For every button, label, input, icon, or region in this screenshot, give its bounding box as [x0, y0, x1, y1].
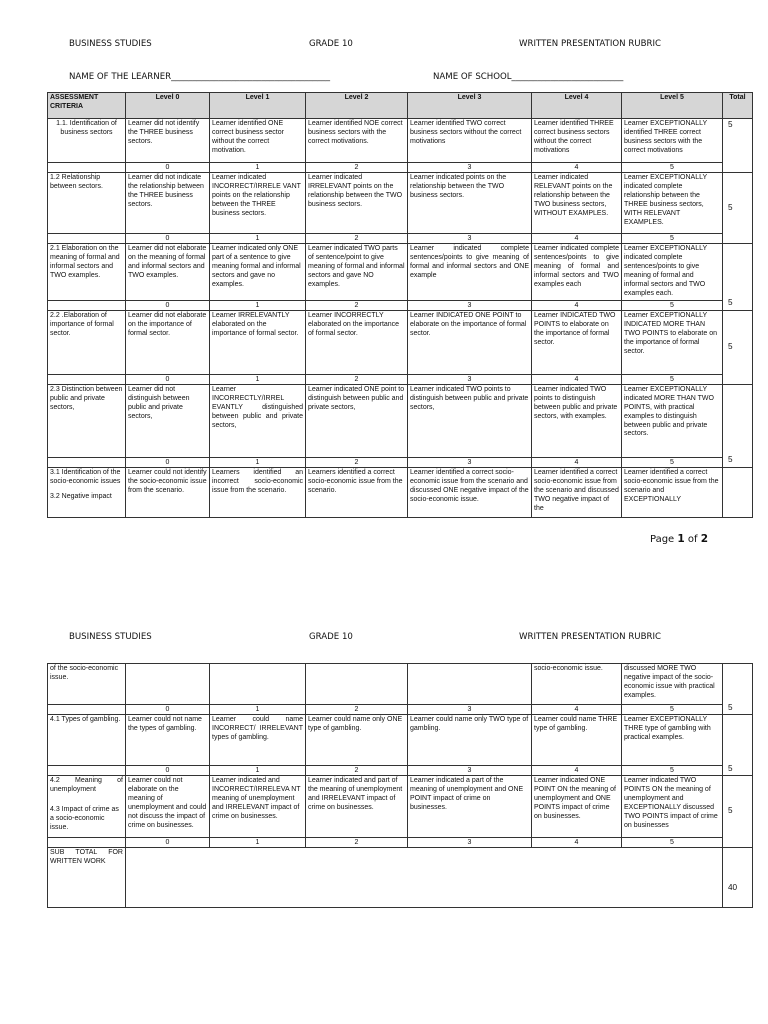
criteria-cell: 2.3 Distinction between public and private sectors, [48, 384, 126, 457]
table-row [48, 776, 753, 838]
level-cell: Learner did not elaborate on the meaning of formal and informal sectors and TWO examples. [126, 244, 210, 301]
score-cell: 2 [306, 705, 408, 715]
level-cell: Learner identified THREE correct business sectors without the correct motivations [532, 119, 622, 163]
level-cell [408, 664, 532, 705]
level-cell: Learner did not elaborate on the importance of formal sector. [126, 310, 210, 374]
page-number: Page 1 of 2 [650, 533, 709, 545]
level-cell [126, 664, 210, 705]
subject-heading: BUSINESS STUDIES [69, 39, 152, 49]
level-cell: Learner did not identify the THREE business sectors. [126, 119, 210, 163]
score-row [48, 163, 753, 173]
score-cell: 4 [532, 838, 622, 848]
criteria-cell [48, 776, 126, 838]
col-header-level3: Level 3 [408, 93, 532, 119]
score-label-cell [48, 766, 126, 776]
level-cell: Learner could name INCORRECT/ IRRELEVANT types of gambling. [210, 715, 306, 766]
subject-heading-page2: BUSINESS STUDIES [69, 632, 152, 642]
score-cell: 2 [306, 234, 408, 244]
score-cell: 1 [210, 705, 306, 715]
score-cell: 1 [210, 234, 306, 244]
score-cell: 3 [408, 766, 532, 776]
level-cell: Learner indicated TWO parts of sentence/point to give meaning of formal and informal sectors and gave NO examples. [306, 244, 408, 301]
score-cell: 4 [532, 163, 622, 173]
table-row [48, 467, 753, 517]
score-cell: 1 [210, 163, 306, 173]
table-row [48, 244, 753, 301]
score-cell: 0 [126, 374, 210, 384]
grade-heading: GRADE 10 [309, 39, 353, 49]
score-row [48, 234, 753, 244]
level-cell: Learner indicated TWO points to distinguish between public and private sectors, with examples. [532, 384, 622, 457]
level-cell: Learner indicated IRRELEVANT points on the relationship between the TWO business sectors. [306, 173, 408, 234]
score-label-cell [48, 300, 126, 310]
total-cell[interactable]: 5 [723, 664, 753, 715]
level-cell: Learner indicated complete sentences/points to give meaning of formal and informal sectors and TWO examples each [532, 244, 622, 301]
score-cell: 5 [622, 300, 723, 310]
level-cell: Learner indicated TWO points to distinguish between public and private sectors, [408, 384, 532, 457]
score-cell: 1 [210, 838, 306, 848]
score-label-cell [48, 838, 126, 848]
total-cell[interactable]: 5 [723, 310, 753, 384]
col-header-level1: Level 1 [210, 93, 306, 119]
page-current: 1 [677, 533, 685, 545]
score-cell: 0 [126, 163, 210, 173]
criteria-cell: 2.1 Elaboration on the meaning of formal and informal sectors and TWO examples. [48, 244, 126, 301]
level-cell: Learner EXCEPTIONALLY THRE type of gambling with practical examples. [622, 715, 723, 766]
subtotal-label: SUB TOTAL FOR WRITTEN WORK [48, 848, 126, 908]
level-cell: Learner could name only ONE type of gambling. [306, 715, 408, 766]
col-header-criteria: ASSESSMENT CRITERIA [48, 93, 126, 119]
table-row [48, 119, 753, 163]
rubric-title-page2: WRITTEN PRESENTATION RUBRIC [519, 632, 662, 642]
level-cell: Learner identified TWO correct business sectors without the correct motivations [408, 119, 532, 163]
score-label-cell [48, 705, 126, 715]
score-cell: 5 [622, 457, 723, 467]
rubric-title: WRITTEN PRESENTATION RUBRIC [519, 39, 662, 49]
criteria-text: 4.2 Meaning of unemployment [50, 777, 123, 793]
score-cell: 5 [622, 766, 723, 776]
level-cell: Learner INCORRECTLY/IRREL EVANTLY distinguished between public and private sectors, [210, 384, 306, 457]
score-cell: 4 [532, 766, 622, 776]
level-cell [306, 664, 408, 705]
level-cell: Learner could not name the types of gambling. [126, 715, 210, 766]
col-header-level4: Level 4 [532, 93, 622, 119]
level-cell: Learner EXCEPTIONALLY INDICATED MORE THAN TWO POINTS to elaborate on the importance of formal sector. [622, 310, 723, 374]
score-cell: 3 [408, 300, 532, 310]
level-cell: Learner identified NOE correct business sectors with the correct motivations. [306, 119, 408, 163]
score-cell: 2 [306, 766, 408, 776]
criteria-cell: 2.2 .Elaboration of importance of formal sector. [48, 310, 126, 374]
level-cell: Learner IRRELEVANTLY elaborated on the importance of formal sector. [210, 310, 306, 374]
score-cell: 4 [532, 457, 622, 467]
score-row [48, 766, 753, 776]
level-cell: Learner could not identify the socio-economic issue from the scenario. [126, 467, 210, 517]
score-label-cell [48, 374, 126, 384]
score-cell: 1 [210, 766, 306, 776]
score-cell: 5 [622, 705, 723, 715]
col-header-total: Total [723, 93, 753, 119]
level-cell: Learner did not indicate the relationship between the THREE business sectors. [126, 173, 210, 234]
level-cell: Learner could name only TWO type of gambling. [408, 715, 532, 766]
score-cell: 5 [622, 163, 723, 173]
score-row [48, 374, 753, 384]
subtotal-total[interactable]: 40 [723, 848, 753, 908]
criteria-text-sub: 3.2 Negative impact [50, 492, 112, 500]
criteria-text-sub: 4.3 Impact of crime as a socio-economic issue. [50, 805, 119, 831]
level-cell: Learner indicated and INCORRECT/IRRELEVA NT meaning of unemployment and IRRELEVANT impact of crime on businesses. [210, 776, 306, 838]
subtotal-row [48, 848, 753, 908]
page-total: 2 [700, 533, 709, 545]
total-cell[interactable]: 5 [723, 776, 753, 848]
table-header-row [48, 93, 753, 119]
level-cell: discussed MORE TWO negative impact of the socio-economic issue with practical examples. [622, 664, 723, 705]
score-cell: 2 [306, 838, 408, 848]
rubric-table-page2 [47, 663, 753, 908]
score-row [48, 300, 753, 310]
level-cell: Learner indicated and part of the meaning of unemployment and IRRELEVANT impact of crime on businesses. [306, 776, 408, 838]
criteria-cell: 4.1 Types of gambling. [48, 715, 126, 766]
level-cell: Learner EXCEPTIONALLY indicated complete relationship between the THREE business sectors, WITH RELEVANT EXAMPLES. [622, 173, 723, 234]
score-label-cell [48, 457, 126, 467]
criteria-text: 3.1 Identification of the socio-economic issues [50, 468, 121, 485]
rubric-table-page1 [47, 92, 753, 518]
total-cell[interactable] [723, 467, 753, 517]
score-cell: 3 [408, 163, 532, 173]
score-cell: 0 [126, 300, 210, 310]
total-cell[interactable]: 5 [723, 384, 753, 467]
score-cell: 5 [622, 374, 723, 384]
level-cell: Learner INCORRECTLY elaborated on the importance of formal sector. [306, 310, 408, 374]
score-cell: 5 [622, 838, 723, 848]
score-cell: 1 [210, 457, 306, 467]
level-cell: Learner EXCEPTIONALLY identified THREE correct business sectors with the correct motivations [622, 119, 723, 163]
score-cell: 2 [306, 300, 408, 310]
criteria-cell: of the socio-economic issue. [48, 664, 126, 705]
score-cell: 1 [210, 374, 306, 384]
total-cell[interactable]: 5 [723, 173, 753, 244]
level-cell: Learner could not elaborate on the meaning of unemployment and could not discuss the impact of crime on businesses. [126, 776, 210, 838]
level-cell: Learner indicated complete sentences/points to give meaning of formal and informal sectors and ONE example [408, 244, 532, 301]
level-cell: Learner could name THRE type of gambling. [532, 715, 622, 766]
score-cell: 2 [306, 374, 408, 384]
level-cell: Learner identified a correct socio-economic issue from the scenario and EXCEPTIONALLY [622, 467, 723, 517]
level-cell: Learner identified a correct socio-economic issue from the scenario and discussed TWO negative impact of the [532, 467, 622, 517]
score-cell: 3 [408, 374, 532, 384]
level-cell: socio-economic issue. [532, 664, 622, 705]
score-cell: 2 [306, 163, 408, 173]
level-cell: Learner identified a correct socio-economic issue from the scenario and discussed ONE negative impact of the socio-economic issue. [408, 467, 532, 517]
score-cell: 0 [126, 234, 210, 244]
col-header-level2: Level 2 [306, 93, 408, 119]
total-cell[interactable]: 5 [723, 715, 753, 776]
total-cell[interactable]: 5 [723, 244, 753, 311]
score-row [48, 457, 753, 467]
score-cell: 0 [126, 838, 210, 848]
total-cell[interactable]: 5 [723, 119, 753, 173]
score-cell: 2 [306, 457, 408, 467]
table-row [48, 664, 753, 705]
table-row [48, 384, 753, 457]
level-cell: Learner indicated RELEVANT points on the relationship between the TWO business sectors, WITHOUT EXAMPLES. [532, 173, 622, 234]
score-cell: 3 [408, 457, 532, 467]
score-cell: 4 [532, 705, 622, 715]
score-cell: 4 [532, 234, 622, 244]
table-row [48, 173, 753, 234]
criteria-cell: 1.2 Relationship between sectors. [48, 173, 126, 234]
level-cell: Learner indicated ONE point to distinguish between public and private sectors, [306, 384, 408, 457]
subtotal-blank [126, 848, 723, 908]
score-cell: 3 [408, 705, 532, 715]
level-cell: Learner EXCEPTIONALLY indicated MORE THAN TWO POINTS, with practical examples to distinguish between public and private sectors. [622, 384, 723, 457]
level-cell: Learner indicated points on the relationship between the TWO business sectors. [408, 173, 532, 234]
grade-heading-page2: GRADE 10 [309, 632, 353, 642]
level-cell: Learner INDICATED TWO POINTS to elaborate on the importance of formal sector. [532, 310, 622, 374]
score-cell: 0 [126, 766, 210, 776]
level-cell: Learner did not distinguish between public and private sectors, [126, 384, 210, 457]
criteria-cell: 1.1. Identification of business sectors [48, 119, 126, 163]
level-cell: Learner EXCEPTIONALLY indicated complete sentences/points to give meaning of formal and informal sectors and TWO examples each. [622, 244, 723, 301]
score-cell: 0 [126, 457, 210, 467]
level-cell: Learner indicated a part of the meaning of unemployment and ONE POINT impact of crime on businesses. [408, 776, 532, 838]
col-header-level5: Level 5 [622, 93, 723, 119]
level-cell: Learner identified ONE correct business sector without the correct motivation. [210, 119, 306, 163]
learner-name-field[interactable]: NAME OF THE LEARNER_____________________________________ [69, 72, 331, 82]
level-cell: Learner indicated INCORRECT/IRRELE VANT points on the relationship between the THREE business sectors. [210, 173, 306, 234]
level-cell: Learners identified an incorrect socio-economic issue from the scenario. [210, 467, 306, 517]
level-cell: Learners identified a correct socio-economic issue from the scenario. [306, 467, 408, 517]
table-row [48, 715, 753, 766]
score-row [48, 838, 753, 848]
score-cell: 4 [532, 300, 622, 310]
score-cell: 3 [408, 838, 532, 848]
table-row [48, 310, 753, 374]
score-label-cell [48, 163, 126, 173]
score-cell: 5 [622, 234, 723, 244]
score-cell: 1 [210, 300, 306, 310]
score-cell: 3 [408, 234, 532, 244]
level-cell: Learner indicated TWO POINTS ON the meaning of unemployment and EXCEPTIONALLY discussed TWO POINTS impact of crime on businesses [622, 776, 723, 838]
level-cell: Learner INDICATED ONE POINT to elaborate on the importance of formal sector. [408, 310, 532, 374]
score-cell: 0 [126, 705, 210, 715]
score-label-cell [48, 234, 126, 244]
school-name-field[interactable]: NAME OF SCHOOL__________________________ [433, 72, 624, 82]
col-header-level0: Level 0 [126, 93, 210, 119]
score-row [48, 705, 753, 715]
level-cell: Learner indicated only ONE part of a sentence to give meaning formal and informal sectors and gave no examples. [210, 244, 306, 301]
score-cell: 4 [532, 374, 622, 384]
criteria-cell [48, 467, 126, 517]
level-cell: Learner indicated ONE POINT ON the meaning of unemployment and ONE POINTS impact of crime on businesses. [532, 776, 622, 838]
level-cell [210, 664, 306, 705]
